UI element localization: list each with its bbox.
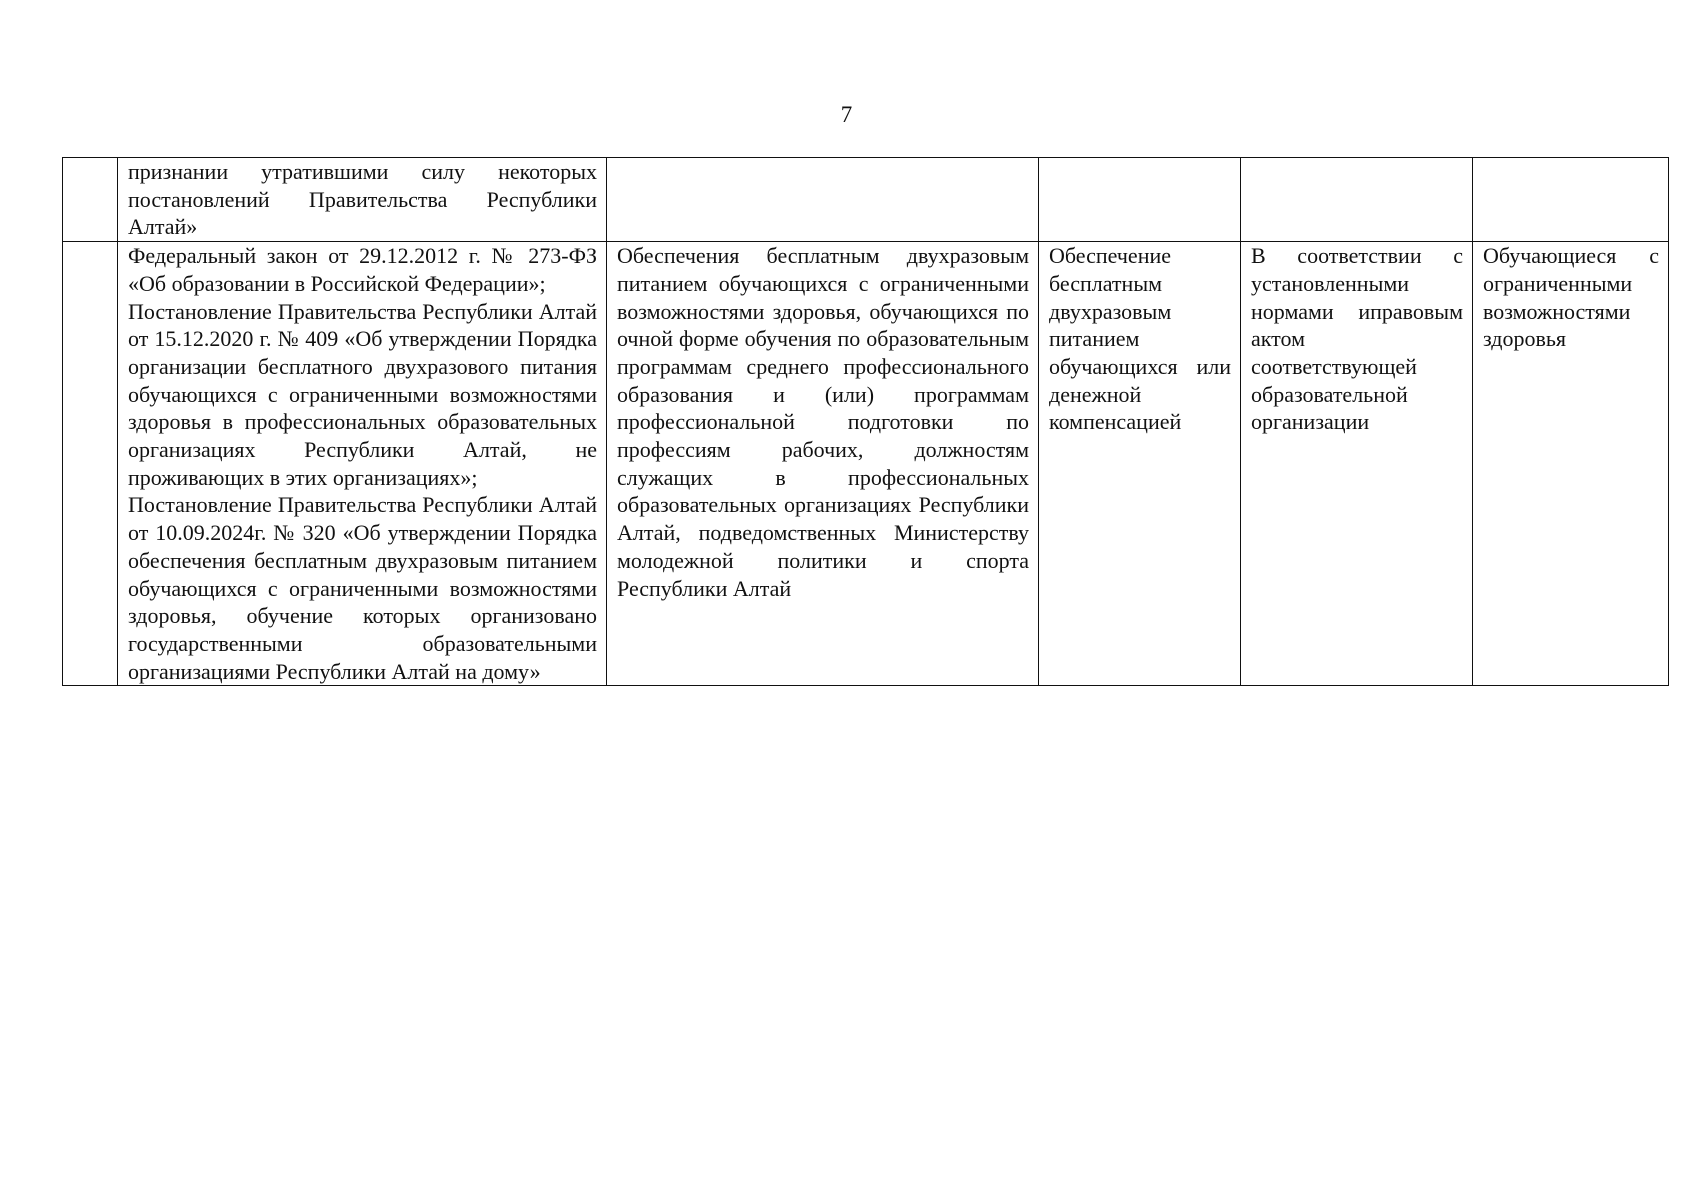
table-cell-form xyxy=(1039,158,1241,242)
table-cell-recipients xyxy=(1473,158,1669,242)
table-cell-number xyxy=(63,242,118,686)
table-row xyxy=(63,158,1669,242)
table-cell-measure: Обеспечения бесплатным двухразовым питанием обучающихся с ограниченными возможностями здоровья, обучающихся по очной форме обучения по образовательным программам среднего профессионального образования и (или) программам профессиональной подготовки по профессиям рабочих, должностям служащих в профессиональных образовательных организациях Республики Алтай, подведомственных Министерству молодежной политики и спорта Республики Алтай xyxy=(607,242,1039,686)
document-table xyxy=(62,157,1669,686)
table-cell-legal-basis xyxy=(118,242,607,686)
page-number: 7 xyxy=(840,102,853,127)
legal-basis-paragraph: Федеральный закон от 29.12.2012 г. № 273-ФЗ «Об образовании в Российской Федерации»; xyxy=(128,243,597,296)
table-cell-measure xyxy=(607,158,1039,242)
table-cell-number xyxy=(63,158,118,242)
table-cell-form: Обеспечение бесплатным двухразовым питанием обучающихся или денежной компенсацией xyxy=(1039,242,1241,686)
legal-basis-paragraph: Постановление Правительства Республики Алтай от 10.09.2024г. № 320 «Об утверждении Порядка обеспечения бесплатным двухразовым питанием обучающихся с ограниченными возможностями здоровья, обучение которых организовано государственными образовательными организациями Республики Алтай на дому» xyxy=(128,492,597,684)
table-cell-amount: В соответствии с установленными нормами иправовым актом соответствующей образовательной организации xyxy=(1241,242,1473,686)
legal-basis-paragraph: признании утратившими силу некоторых постановлений Правительства Республики Алтай» xyxy=(128,159,597,240)
table-row xyxy=(63,242,1669,686)
table-cell-recipients: Обучающиеся с ограниченными возможностями здоровья xyxy=(1473,242,1669,686)
legal-basis-paragraph: Постановление Правительства Республики Алтай от 15.12.2020 г. № 409 «Об утверждении Порядка организации бесплатного двухразового питания обучающихся с ограниченными возможностями здоровья в профессиональных образовательных организациях Республики Алтай, не проживающих в этих организациях»; xyxy=(128,298,597,490)
table-cell-legal-basis xyxy=(118,158,607,242)
table-cell-amount xyxy=(1241,158,1473,242)
